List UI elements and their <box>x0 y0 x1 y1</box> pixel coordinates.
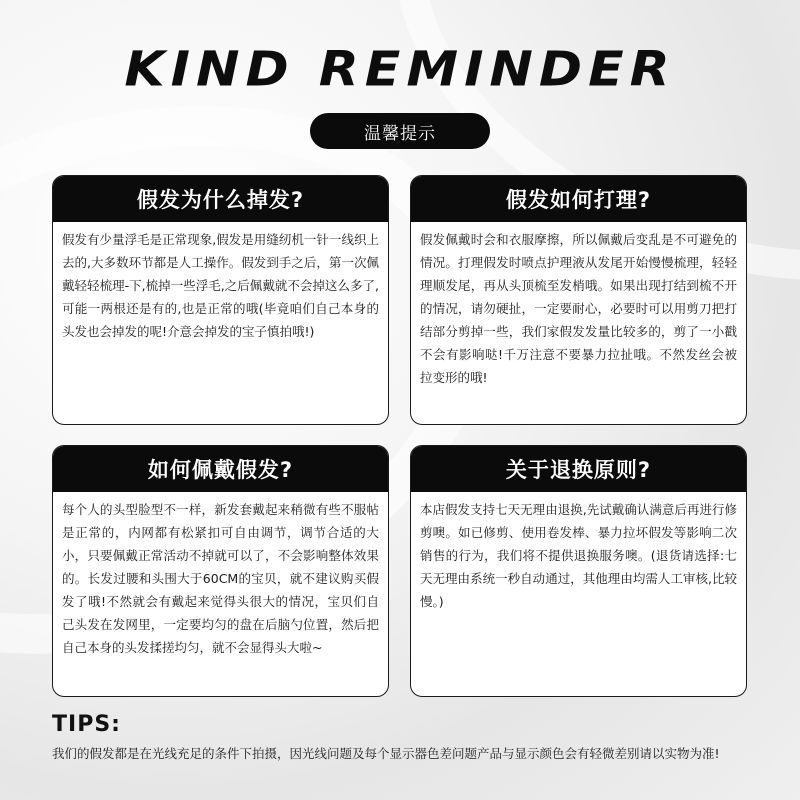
info-card-shedding <box>52 175 389 425</box>
info-card-returns <box>410 445 747 697</box>
info-card-wearing <box>52 445 389 697</box>
card-title: 假发如何打理? <box>411 176 746 222</box>
card-text: 假发佩戴时会和衣服摩擦，所以佩戴后变乱是不可避免的情况。打理假发时喷点护理液从发尾开始慢慢梳理，轻轻理顺发尾，再从头顶梳至发梢哦。如果出现打结到梳不开的情况，请勿硬扯，一定要耐心，必要时可以用剪刀把打结部分剪掉一些，我们家假发发量比较多的，剪了一小戳不会有影响哒!千万注意不要暴力拉扯哦。不然发丝会被拉变形的哦! <box>420 232 737 385</box>
tips-text: 我们的假发都是在光线充足的条件下拍摄，因光线问题及每个显示器色差问题产品与显示颜色会有轻微差别请以实物为准! <box>52 746 720 761</box>
card-text: 假发有少量浮毛是正常现象,假发是用缝纫机一针一线织上去的,大多数环节都是人工操作。假发到手之后，第一次佩戴轻轻梳理-下,梳掉一些浮毛,之后佩戴就不会掉这么多了,可能一两根还是有的,也是正常的哦(毕竟咱们自己本身的头发也会掉发的呢!介意会掉发的宝子慎拍哦!) <box>62 232 379 339</box>
info-card-care <box>410 175 747 425</box>
tips-heading: TIPS: <box>52 712 121 737</box>
card-text: 本店假发支持七天无理由退换,先试戴确认满意后再进行修剪噢。如已修剪、使用卷发棒、暴力拉坏假发等影响二次销售的行为，我们将不提供退换服务噢。(退货请选择:七天无理由系统一秒自动通过，其他理由均需人工审核,比较慢。) <box>420 502 737 609</box>
card-title: 如何佩戴假发? <box>53 446 388 492</box>
subtitle-badge: 温馨提示 <box>310 113 490 149</box>
card-title: 假发为什么掉发? <box>53 176 388 222</box>
page-title: KIND REMINDER <box>124 42 676 98</box>
card-text: 每个人的头型脸型不一样，新发套戴起来稍微有些不服帖是正常的，内网都有松紧扣可自由调节，调节合适的大小，只要佩戴正常活动不掉就可以了，不会影响整体效果的。长发过腰和头围大于60CM的宝贝，就不建议购买假发了哦!不然就会有戴起来觉得头很大的情况，宝贝们自己头发在发网里，一定要均匀的盘在后脑勺位置，然后把自己本身的头发揉搓均匀，就不会显得头大啦~ <box>62 502 379 655</box>
card-title: 关于退换原则? <box>411 446 746 492</box>
